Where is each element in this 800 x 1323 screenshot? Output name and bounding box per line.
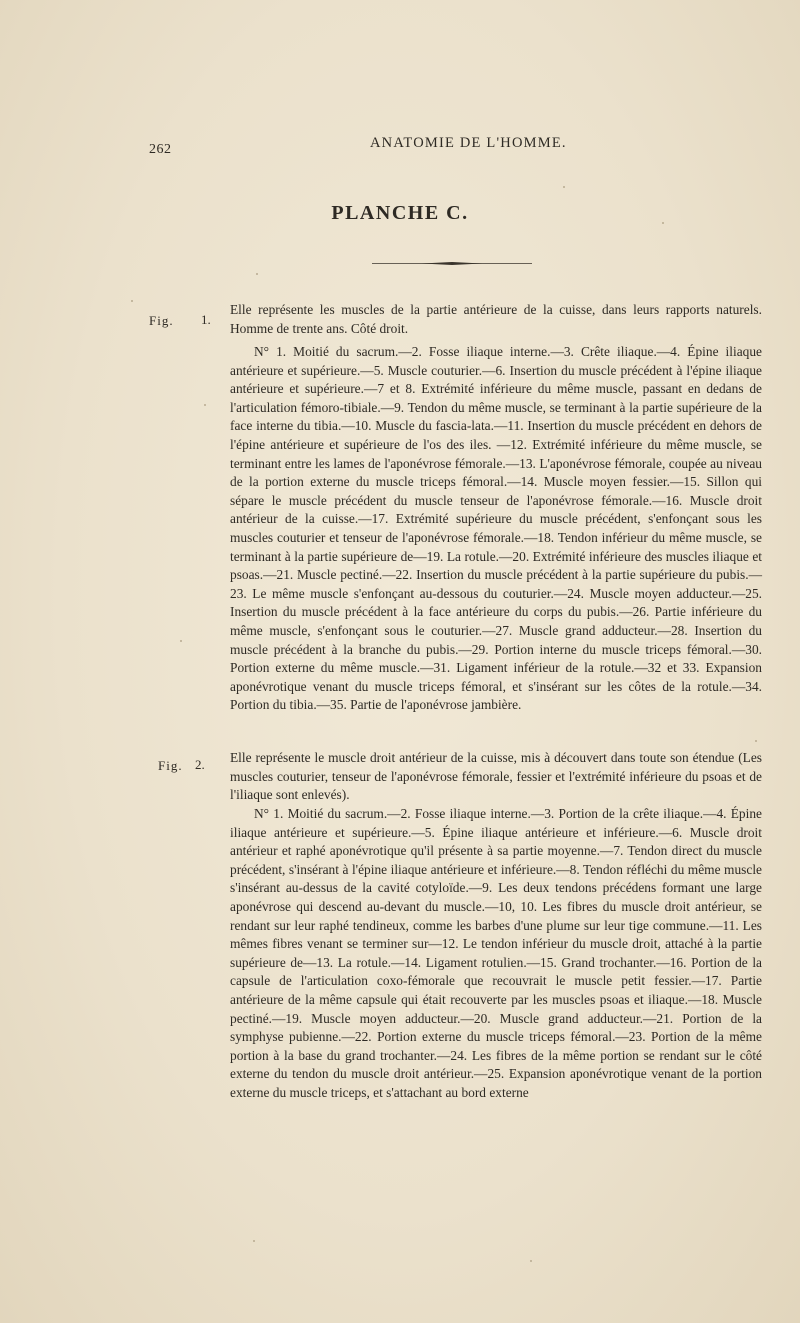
figure-intro: Elle représente le muscle droit antérieur de la cuisse, mis à découvert dans toute son étendue (Les muscles couturier, tenseur de l'aponévrose fémorale, fessier et l'extrémité inférieure du psoas et de l'iliaque sont enlevés).	[230, 750, 762, 803]
paper-speck	[180, 640, 182, 642]
paper-speck	[204, 404, 206, 406]
figure-number: 2.	[195, 757, 205, 772]
paper-speck	[530, 1260, 532, 1262]
ornamental-rule	[372, 262, 532, 265]
figure-label: Fig.	[149, 313, 174, 328]
running-head: ANATOMIE DE L'HOMME.	[370, 135, 567, 151]
figure-number: 1.	[201, 312, 211, 327]
paper-speck	[563, 186, 565, 188]
paper-speck	[131, 300, 133, 302]
figure-legend-text: N° 1. Moitié du sacrum.—2. Fosse iliaque interne.—3. Portion de la crête iliaque.—4. Épine iliaque antérieure et supérieure.—5. Épine iliaque antérieure et inférieure.—6. Muscle droit antérieur et raphé aponévrotique qu'il présente à sa partie moyenne.—7. Tendon direct du muscle précédent, s'insérant à l'épine iliaque antérieure et inférieure.—8. Tendon réfléchi du même muscle s'insérant au-dessus de la cavité cotyloïde.—9. Les deux tendons précédens formant une large aponévrose qui descend au-devant du muscle.—10, 10. Les fibres du muscle droit antérieur, se rendant sur leur raphé tendineux, comme les barbes d'une plume sur leur tige commune.—11. Les mêmes fibres venant se terminer sur—12. Le tendon inférieur du muscle droit, attaché à la partie supérieure de—13. La rotule.—14. Ligament rotulien.—15. Grand trochanter.—16. Portion de la capsule de l'articulation coxo-fémorale que recouvrait le muscle petit fessier.—17. Partie antérieure de la même capsule qui était recouverte par les muscles psoas et iliaque.—18. Muscle pectiné.—19. Muscle moyen adducteur.—20. Muscle grand adducteur.—21. Portion de la symphyse pubienne.—22. Portion externe du muscle triceps fémoral.—23. Portion de la même portion à la base du grand trochanter.—24. Les fibres de la même portion se rendant sur le côté externe du tendon du muscle droit antérieur.—25. Expansion aponévrotique venant de la portion externe du muscle triceps, et s'attachant au bord externe	[230, 806, 762, 1100]
figure-label: Fig.	[158, 758, 183, 773]
paper-speck	[662, 222, 664, 224]
page-number: 262	[149, 142, 172, 157]
paper-speck	[755, 740, 757, 742]
figure-legend-text: N° 1. Moitié du sacrum.—2. Fosse iliaque interne.—3. Crête iliaque.—4. Épine iliaque antérieure et supérieure.—5. Muscle couturier.—6. Insertion du muscle précédent à l'épine iliaque antérieure et supérieure.—7 et 8. Extrémité inférieure du même muscle, passant en dedans de l'articulation fémoro-tibiale.—9. Tendon du même muscle, se terminant à la partie supérieure de la face interne du tibia.—10. Muscle du fascia-lata.—11. Insertion du muscle précédent en dehors de l'épine antérieure et supérieure de l'os des iles. —12. Extrémité inférieure du même muscle, se terminant entre les lames de l'aponévrose fémorale.—13. L'aponévrose fémorale, coupée au niveau de la portion externe du muscle triceps fémoral.—14. Muscle moyen fessier.—15. Sillon qui sépare le muscle précédent du muscle tenseur de l'aponévrose fémorale.—16. Muscle droit antérieur de la cuisse.—17. Extrémité supérieure du muscle précédent, s'enfonçant sous les muscles couturier et tenseur de l'aponévrose fémorale.—18. Tendon inférieur du même muscle, se terminant à la partie supérieure de—19. La rotule.—20. Extrémité inférieure des muscles iliaque et psoas.—21. Muscle pectiné.—22. Insertion du muscle précédent à la partie supérieure du pubis.—23. Le même muscle s'enfonçant au-dessous du couturier.—24. Muscle moyen adducteur.—25. Insertion du muscle précédent à la face antérieure du corps du pubis.—26. Partie inférieure du même muscle, s'enfonçant sous le couturier.—27. Muscle grand adducteur.—28. Insertion du muscle précédent à la branche du pubis.—29. Portion interne du muscle triceps fémoral.—30. Portion externe du même muscle.—31. Ligament inférieur de la rotule.—32 et 33. Expansion aponévrotique venant du muscle triceps fémoral, et s'insérant sur les côtes de la rotule.—34. Portion du tibia.—35. Partie de l'aponévrose jambière.	[230, 344, 762, 713]
figure-intro: Elle représente les muscles de la partie antérieure de la cuisse, dans leurs rapports naturels. Homme de trente ans. Côté droit.	[230, 302, 762, 336]
paper-speck	[256, 273, 258, 275]
paper-speck	[253, 1240, 255, 1242]
plate-title: PLANCHE C.	[331, 202, 469, 224]
